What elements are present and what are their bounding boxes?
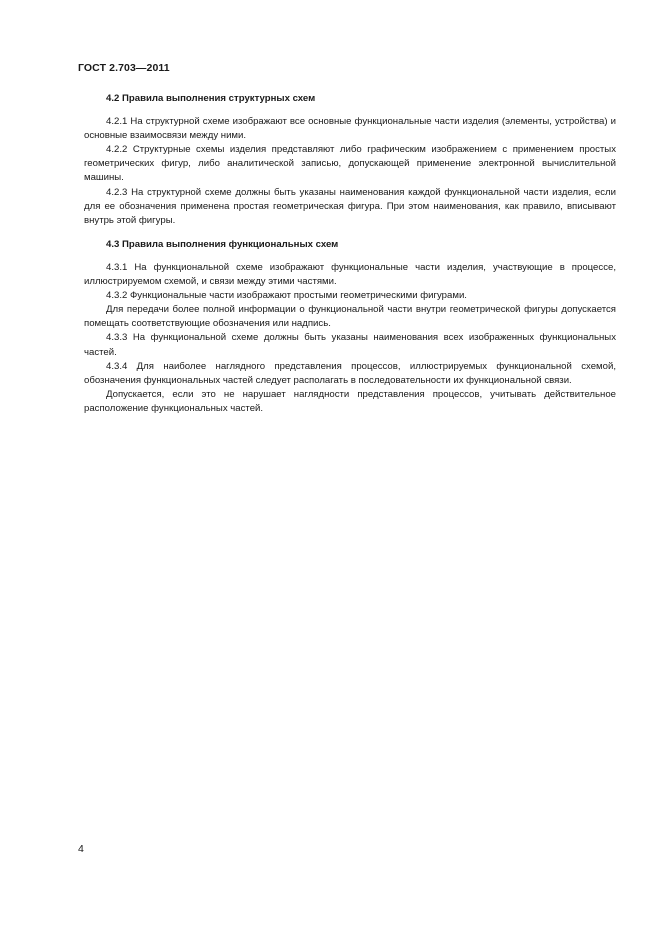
paragraph-4-3-4-note: Допускается, если это не нарушает наглядности представления процессов, учитывать действительное расположение функциональных частей. [84,388,616,414]
document-body [84,92,616,416]
section-4-2 [84,92,616,228]
paragraph-4-2-1: 4.2.1 На структурной схеме изображают все основные функциональные части изделия (элементы, устройства) и основные взаимосвязи между ними. [84,116,616,142]
paragraph-4-3-3: 4.3.3 На функциональной схеме должны быть указаны наименования всех изображенных функциональных частей. [84,332,616,358]
page-number: 4 [78,843,84,855]
paragraph-4-3-4: 4.3.4 Для наиболее наглядного представления процессов, иллюстрируемых функциональной схемой, обозначения функциональных частей следует располагать в последовательности их функциональной связи. [84,360,616,386]
paragraph-4-2-3: 4.2.3 На структурной схеме должны быть указаны наименования каждой функциональной части изделия, если для ее обозначения применена простая геометрическая фигура. При этом наименования, как правило, вписывают внутрь этой фигуры. [84,186,616,226]
section-heading: 4.2 Правила выполнения структурных схем [106,93,316,104]
section-heading: 4.3 Правила выполнения функциональных схем [106,238,339,250]
paragraph-4-3-2-note: Для передачи более полной информации о функциональной части внутри геометрической фигуры допускается помещать соответствующие обозначения или надпись. [84,304,616,330]
section-4-3 [84,238,616,416]
paragraph-4-2-2: 4.2.2 Структурные схемы изделия представляют либо графическим изображением с применением простых геометрических фигур, либо аналитической записью, допускающей применение электронной вычислительной машины. [84,144,616,184]
document-code-header: ГОСТ 2.703—2011 [78,62,170,74]
paragraph-4-3-2: 4.3.2 Функциональные части изображают простыми геометрическими фигурами. [106,290,467,302]
paragraph-4-3-1: 4.3.1 На функциональной схеме изображают функциональные части изделия, участвующие в процессе, иллюстрируемом схемой, и связи между этими частями. [84,261,616,288]
